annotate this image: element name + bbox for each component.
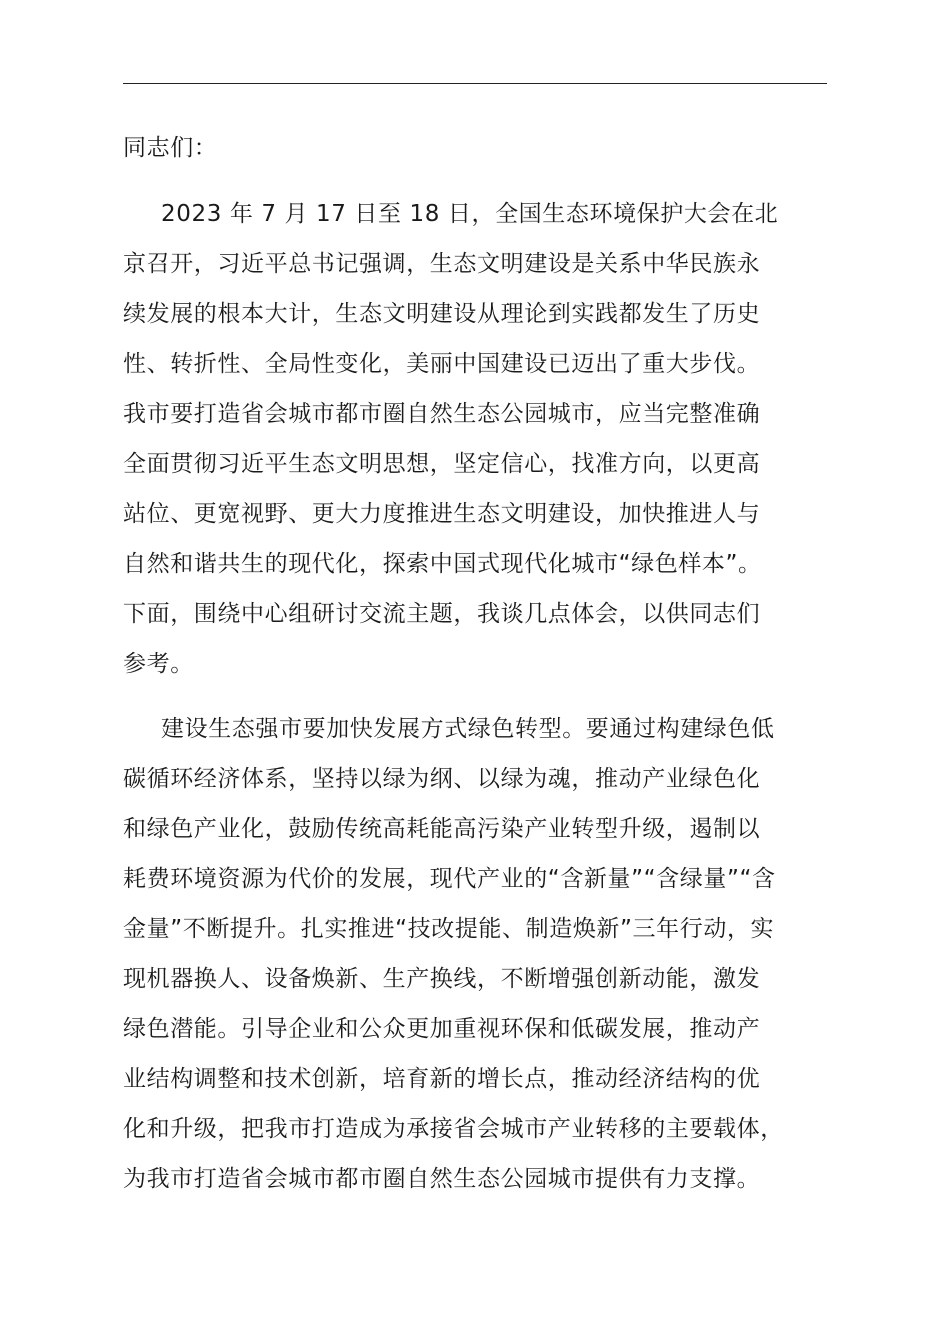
paragraph-line: 性、转折性、全局性变化，美丽中国建设已迈出了重大步伐。 — [123, 351, 761, 377]
paragraph-line: 现机器换人、设备焕新、生产换线，不断增强创新动能，激发 — [123, 966, 761, 992]
paragraph-intro — [123, 189, 827, 689]
paragraph-line: 绿色潜能。引导企业和公众更加重视环保和低碳发展，推动产 — [123, 1016, 761, 1042]
paragraph-line: 碳循环经济体系，坚持以绿为纲、以绿为魂，推动产业绿色化 — [123, 766, 761, 792]
paragraph-line: 建设生态强市要加快发展方式绿色转型。要通过构建绿色低 — [161, 716, 775, 742]
paragraph-line: 业结构调整和技术创新，培育新的增长点，推动经济结构的优 — [123, 1066, 761, 1092]
paragraph-line: 耗费环境资源为代价的发展，现代产业的“含新量”“含绿量”“含 — [123, 866, 776, 892]
paragraph-line: 和绿色产业化，鼓励传统高耗能高污染产业转型升级，遏制以 — [123, 816, 761, 842]
paragraph-line: 金量”不断提升。扎实推进“技改提能、制造焕新”三年行动，实 — [123, 916, 775, 942]
salutation — [123, 123, 827, 173]
paragraph-line: 2023 年 7 月 17 日至 18 日，全国生态环境保护大会在北 — [161, 201, 779, 227]
paragraph-line: 下面，围绕中心组研讨交流主题，我谈几点体会，以供同志们 — [123, 601, 761, 627]
paragraph-line: 参考。 — [123, 651, 194, 677]
paragraph-line: 为我市打造省会城市都市圈自然生态公园城市提供有力支撑。 — [123, 1166, 761, 1192]
header-divider — [123, 83, 827, 84]
paragraph-line: 我市要打造省会城市都市圈自然生态公园城市，应当完整准确 — [123, 401, 761, 427]
paragraph-line: 续发展的根本大计，生态文明建设从理论到实践都发生了历史 — [123, 301, 761, 327]
paragraph-line: 站位、更宽视野、更大力度推进生态文明建设，加快推进人与 — [123, 501, 761, 527]
paragraph-line: 全面贯彻习近平生态文明思想，坚定信心，找准方向，以更高 — [123, 451, 761, 477]
paragraph-line: 自然和谐共生的现代化，探索中国式现代化城市“绿色样本”。 — [123, 551, 762, 577]
paragraph-line: 京召开，习近平总书记强调，生态文明建设是关系中华民族永 — [123, 251, 761, 277]
paragraph-green-transition — [123, 704, 827, 1204]
salutation-text: 同志们： — [123, 135, 218, 161]
paragraph-line: 化和升级，把我市打造成为承接省会城市产业转移的主要载体， — [123, 1116, 784, 1142]
